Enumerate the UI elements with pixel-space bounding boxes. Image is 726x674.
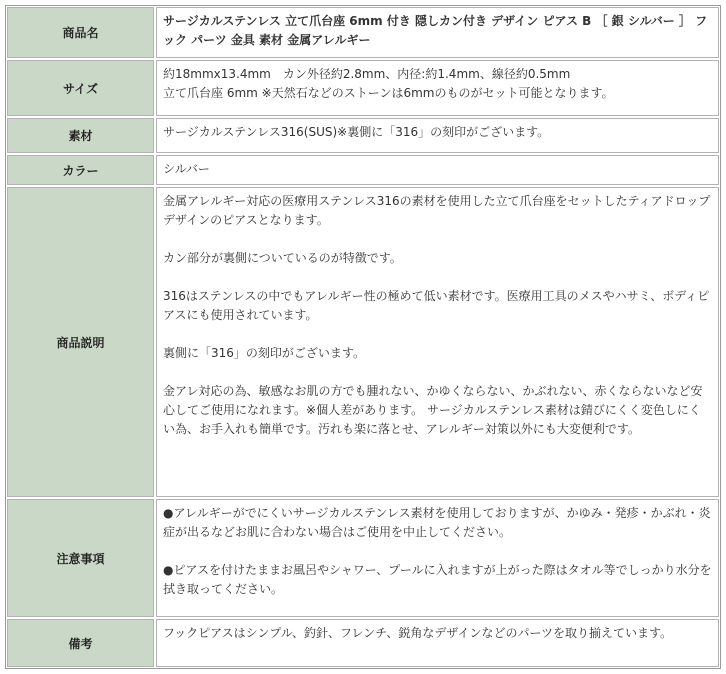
label-size: サイズ — [7, 60, 154, 116]
value-color: シルバー — [156, 155, 719, 185]
notes-paragraph: ●アレルギーがでにくいサージカルステンレス素材を使用しておりますが、かゆみ・発疹・かぶれ・炎症が出るなどお肌に合わない場合はご使用を中止してください。 — [163, 506, 711, 539]
description-paragraph: 金属アレルギー対応の医療用ステンレス316の素材を使用した立て爪台座をセットしたティアドロップデザインのピアスとなります。 — [163, 194, 711, 227]
label-remarks: 備考 — [7, 619, 154, 667]
notes-paragraph: ●ピアスを付けたままお風呂やシャワー、プールに入れますが上がった際はタオル等でしっかり水分を拭き取ってください。 — [163, 563, 712, 596]
row-description — [6, 186, 720, 498]
value-product-name: サージカルステンレス 立て爪台座 6mm 付き 隠しカン付き デザイン ピアス B ［ 銀 シルバー ］ フック パーツ 金具 素材 金属アレルギー — [156, 7, 719, 58]
label-description: 商品説明 — [7, 187, 154, 497]
description-paragraph: 金アレ対応の為、敏感なお肌の方でも腫れない、かゆくならない、かぶれない、赤くならないなど安心してご使用になれます。※個人差があります。 サージカルステンレス素材は錆びにくく変色しにくい為、お手入れも簡単です。汚れも楽に落とせ、アレルギー対策以外にも大変便利です。 — [163, 384, 703, 436]
size-line-1: 約18mmx13.4mm カン外径約2.8mm、内径:約1.4mm、線径約0.5mm — [163, 67, 571, 81]
value-size — [156, 60, 719, 116]
label-product-name: 商品名 — [7, 7, 154, 58]
row-product-name — [6, 6, 720, 59]
product-spec-table — [5, 5, 721, 669]
value-description — [156, 187, 719, 497]
description-paragraph: 316はステンレスの中でもアレルギー性の極めて低い素材です。医療用工具のメスやハサミ、ボディピアスにも使用されています。 — [163, 289, 710, 322]
value-notes — [156, 499, 719, 617]
description-paragraph: カン部分が裏側についているのが特徴です。 — [163, 251, 402, 265]
row-notes — [6, 498, 720, 618]
row-remarks — [6, 618, 720, 668]
value-remarks: フックピアスはシンプル、釣針、フレンチ、鋭角なデザインなどのパーツを取り揃えています。 — [156, 619, 719, 667]
row-material — [6, 117, 720, 154]
label-color: カラー — [7, 155, 154, 185]
label-notes: 注意事項 — [7, 499, 154, 617]
description-paragraph: 裏側に「316」の刻印がございます。 — [163, 346, 365, 360]
row-size — [6, 59, 720, 117]
label-material: 素材 — [7, 118, 154, 153]
row-color — [6, 154, 720, 186]
size-line-2: 立て爪台座 6mm ※天然石などのストーンは6mmのものがセット可能となります。 — [163, 86, 614, 100]
value-material: サージカルステンレス316(SUS)※裏側に「316」の刻印がございます。 — [156, 118, 719, 153]
